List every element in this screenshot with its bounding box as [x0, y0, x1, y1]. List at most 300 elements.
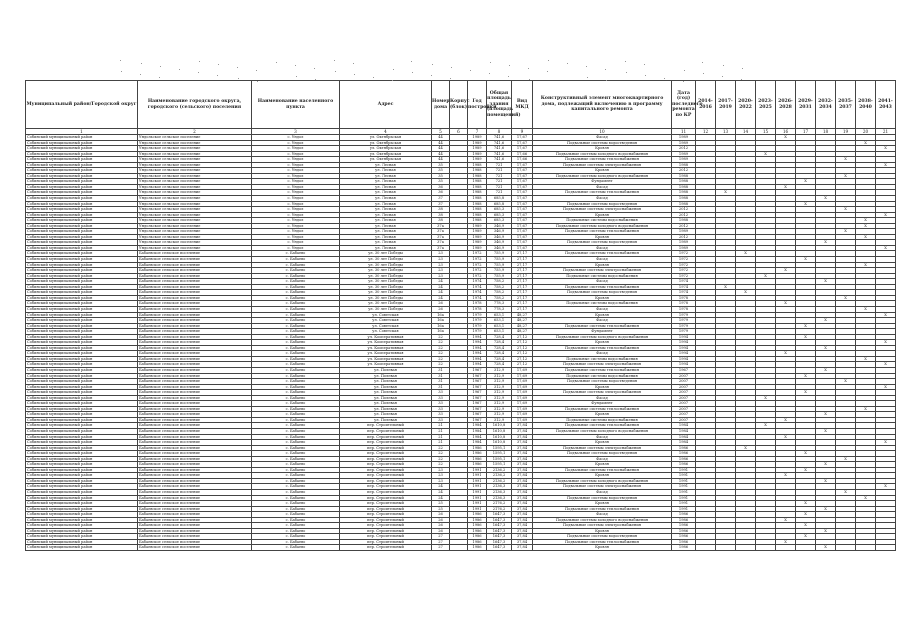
settlement-cell: Ундольское сельское поселение	[138, 162, 252, 168]
last-repair-cell: 2012	[672, 146, 696, 152]
year-cell: 1989	[468, 229, 487, 235]
year-cell: 1991	[468, 501, 487, 507]
municipality-cell: Собинский муниципальный район	[26, 140, 138, 146]
house-no-cell: 23	[432, 467, 450, 473]
area-cell: 758,2	[487, 290, 512, 296]
area-cell: 1610,8	[487, 434, 512, 440]
element-cell: Подвальные системы теплоснабжения	[533, 467, 672, 473]
address-cell: ул. 30 лет Победы	[340, 279, 432, 285]
element-cell: Подвальные системы электроснабжения	[533, 362, 672, 368]
house-no-cell: 26	[432, 517, 450, 523]
year-cell: 1967	[468, 367, 487, 373]
element-cell: Подвальные системы водоотведения	[533, 240, 672, 246]
locality-cell: с. Бабаево	[252, 534, 340, 540]
last-repair-cell: 1978	[672, 295, 696, 301]
municipality-cell: Собинский муниципальный район	[26, 318, 138, 324]
period-cell: X	[836, 379, 856, 385]
settlement-cell: Ундольское сельское поселение	[138, 157, 252, 163]
last-repair-cell: 2007	[672, 379, 696, 385]
col-mkd-type-header: Вид МКД	[512, 81, 533, 129]
settlement-cell: Ундольское сельское поселение	[138, 184, 252, 190]
house-no-cell: 23	[432, 268, 450, 274]
house-no-cell: 37	[432, 201, 450, 207]
locality-cell: с. Ундол	[252, 135, 340, 141]
address-cell: ул. Лесная	[340, 223, 432, 229]
period-cell: X	[776, 268, 796, 274]
element-cell: Подвальные системы холодного водоснабжения	[533, 334, 672, 340]
column-number: 8	[487, 129, 512, 135]
building-cell	[450, 545, 468, 551]
settlement-cell: Бабаевское сельское поселение	[138, 301, 252, 307]
house-no-cell: 35	[432, 162, 450, 168]
municipality-cell: Собинский муниципальный район	[26, 323, 138, 329]
locality-cell: с. Бабаево	[252, 373, 340, 379]
address-cell: ул. Кооперативная	[340, 345, 432, 351]
locality-cell: с. Бабаево	[252, 495, 340, 501]
address-cell: ул. Советская	[340, 318, 432, 324]
area-cell: 741,6	[487, 146, 512, 152]
year-cell: 1978	[468, 306, 487, 312]
period-cell: X	[776, 184, 796, 190]
municipality-cell: Собинский муниципальный район	[26, 406, 138, 412]
scan-speck	[334, 60, 335, 61]
address-cell: пер. Строительный	[340, 539, 432, 545]
element-cell: Фасад	[533, 306, 672, 312]
mkd-type-cell: 37,84	[512, 456, 533, 462]
house-no-cell: 26	[432, 512, 450, 518]
mkd-type-cell: 37,84	[512, 428, 533, 434]
mkd-type-cell: 48,27	[512, 312, 533, 318]
locality-cell: с. Бабаево	[252, 501, 340, 507]
settlement-cell: Бабаевское сельское поселение	[138, 262, 252, 268]
address-cell: ул. Полевая	[340, 390, 432, 396]
municipality-cell: Собинский муниципальный район	[26, 295, 138, 301]
locality-cell: с. Бабаево	[252, 523, 340, 529]
settlement-cell: Бабаевское сельское поселение	[138, 456, 252, 462]
column-number: 9	[512, 129, 533, 135]
period-cell: X	[736, 445, 756, 451]
area-cell: 1647,3	[487, 512, 512, 518]
municipality-cell: Собинский муниципальный район	[26, 495, 138, 501]
mkd-type-cell: 37,84	[512, 528, 533, 534]
element-cell: Подвальные системы холодного водоснабжения	[533, 517, 672, 523]
scan-speck	[179, 69, 180, 70]
element-cell: Подвальные системы электроснабжения	[533, 390, 672, 396]
area-cell: 2136,3	[487, 495, 512, 501]
scan-speck	[684, 70, 685, 71]
house-no-cell: 33	[432, 401, 450, 407]
address-cell: ул. Полевая	[340, 417, 432, 423]
element-cell: Подвальные системы холодного водоснабжения	[533, 173, 672, 179]
address-cell: ул. Октябрьская	[340, 135, 432, 141]
area-cell: 2136,2	[487, 467, 512, 473]
mkd-type-cell: 17,67	[512, 207, 533, 213]
year-cell: 1991	[468, 473, 487, 479]
house-no-cell: 33	[432, 395, 450, 401]
address-cell: ул. Лесная	[340, 229, 432, 235]
column-number: 2	[138, 129, 252, 135]
year-cell: 1967	[468, 417, 487, 423]
scan-speck	[702, 62, 703, 63]
area-cell: 653,1	[487, 318, 512, 324]
settlement-cell: Бабаевское сельское поселение	[138, 351, 252, 357]
area-cell: 346,9	[487, 223, 512, 229]
mkd-type-cell: 27,17	[512, 262, 533, 268]
mkd-type-cell: 37,84	[512, 506, 533, 512]
element-cell: Фасад	[533, 490, 672, 496]
municipality-cell: Собинский муниципальный район	[26, 434, 138, 440]
last-repair-cell: 1972	[672, 257, 696, 263]
last-repair-cell: 2007	[672, 401, 696, 407]
period-cell: X	[856, 140, 876, 146]
scan-speck	[431, 75, 432, 76]
mkd-type-cell: 27,12	[512, 345, 533, 351]
last-repair-cell: 1979	[672, 329, 696, 335]
year-cell: 1986	[468, 512, 487, 518]
column-number: 20	[856, 129, 876, 135]
year-cell: 1986	[468, 445, 487, 451]
settlement-cell: Ундольское сельское поселение	[138, 229, 252, 235]
element-cell: Фасад	[533, 395, 672, 401]
house-no-cell: 16а	[432, 312, 450, 318]
year-cell: 1967	[468, 384, 487, 390]
period-cell: X	[796, 373, 816, 379]
settlement-cell: Бабаевское сельское поселение	[138, 440, 252, 446]
address-cell: ул. Советская	[340, 312, 432, 318]
house-no-cell: 38	[432, 212, 450, 218]
mkd-type-cell: 17,67	[512, 223, 533, 229]
last-repair-cell: 1991	[672, 478, 696, 484]
column-number: 21	[876, 129, 896, 135]
municipality-cell: Собинский муниципальный район	[26, 384, 138, 390]
address-cell: ул. Октябрьская	[340, 146, 432, 152]
locality-cell: с. Ундол	[252, 173, 340, 179]
scan-speck	[140, 74, 141, 75]
settlement-cell: Ундольское сельское поселение	[138, 212, 252, 218]
element-cell: Подвальные системы теплоснабжения	[533, 229, 672, 235]
period-cell: X	[776, 417, 796, 423]
period-cell: X	[856, 218, 876, 224]
house-no-cell: 31	[432, 367, 450, 373]
mkd-type-cell: 37,84	[512, 440, 533, 446]
mkd-type-cell: 17,67	[512, 218, 533, 224]
col-last-repair-header: Дата (год) последнего ремонта по КР	[672, 81, 696, 129]
period-cell: X	[856, 306, 876, 312]
locality-cell: с. Ундол	[252, 151, 340, 157]
year-cell: 1984	[468, 440, 487, 446]
area-cell: 755,9	[487, 262, 512, 268]
house-no-cell: 35	[432, 173, 450, 179]
area-cell: 1647,3	[487, 523, 512, 529]
last-repair-cell: 1972	[672, 262, 696, 268]
element-cell: Подвальные системы электроснабжения	[533, 207, 672, 213]
settlement-cell: Ундольское сельское поселение	[138, 218, 252, 224]
settlement-cell: Бабаевское сельское поселение	[138, 417, 252, 423]
house-no-cell: 44	[432, 151, 450, 157]
year-cell: 1991	[468, 495, 487, 501]
house-no-cell: 44	[432, 146, 450, 152]
area-cell: 312,9	[487, 367, 512, 373]
element-cell: Подвальные системы холодного водоснабжения	[533, 478, 672, 484]
mkd-type-cell: 27,17	[512, 279, 533, 285]
last-repair-cell: 2007	[672, 412, 696, 418]
year-cell: 1967	[468, 373, 487, 379]
locality-cell: с. Ундол	[252, 179, 340, 185]
settlement-cell: Ундольское сельское поселение	[138, 168, 252, 174]
address-cell: пер. Строительный	[340, 501, 432, 507]
period-cell: X	[876, 245, 896, 251]
period-cell: X	[816, 196, 836, 202]
scan-speck	[490, 62, 491, 63]
settlement-cell: Ундольское сельское поселение	[138, 240, 252, 246]
last-repair-cell: 1989	[672, 157, 696, 163]
address-cell: ул. Полевая	[340, 384, 432, 390]
last-repair-cell: 1979	[672, 323, 696, 329]
municipality-cell: Собинский муниципальный район	[26, 268, 138, 274]
mkd-type-cell: 27,17	[512, 301, 533, 307]
period-cell: X	[756, 273, 776, 279]
area-cell: 685,3	[487, 212, 512, 218]
settlement-cell: Ундольское сельское поселение	[138, 179, 252, 185]
locality-cell: с. Бабаево	[252, 273, 340, 279]
period-cell: X	[776, 135, 796, 141]
period-cell: X	[776, 517, 796, 523]
settlement-cell: Бабаевское сельское поселение	[138, 462, 252, 468]
settlement-cell: Бабаевское сельское поселение	[138, 257, 252, 263]
scan-speck	[606, 80, 607, 81]
period-cell: X	[796, 323, 816, 329]
settlement-cell: Бабаевское сельское поселение	[138, 268, 252, 274]
municipality-cell: Собинский муниципальный район	[26, 545, 138, 551]
house-no-cell: 25	[432, 506, 450, 512]
last-repair-cell: 1994	[672, 356, 696, 362]
settlement-cell: Бабаевское сельское поселение	[138, 484, 252, 490]
year-cell: 1988	[468, 179, 487, 185]
last-repair-cell: 1988	[672, 201, 696, 207]
municipality-cell: Собинский муниципальный район	[26, 184, 138, 190]
year-cell: 1991	[468, 506, 487, 512]
address-cell: ул. Кооперативная	[340, 356, 432, 362]
area-cell: 758,2	[487, 284, 512, 290]
address-cell: ул. Кооперативная	[340, 362, 432, 368]
settlement-cell: Бабаевское сельское поселение	[138, 478, 252, 484]
period-cell	[696, 545, 716, 551]
mkd-type-cell: 37,84	[512, 473, 533, 479]
mkd-type-cell: 17,67	[512, 168, 533, 174]
address-cell: ул. Полевая	[340, 401, 432, 407]
municipality-cell: Собинский муниципальный район	[26, 478, 138, 484]
municipality-cell: Собинский муниципальный район	[26, 490, 138, 496]
scan-speck	[314, 68, 315, 69]
period-cell: X	[816, 318, 836, 324]
municipality-cell: Собинский муниципальный район	[26, 223, 138, 229]
mkd-type-cell: 27,12	[512, 356, 533, 362]
address-cell: ул. Лесная	[340, 212, 432, 218]
address-cell: ул. 30 лет Победы	[340, 301, 432, 307]
area-cell: 685,8	[487, 201, 512, 207]
year-cell: 1989	[468, 240, 487, 246]
mkd-type-cell: 37,84	[512, 423, 533, 429]
scan-speck	[741, 79, 742, 80]
settlement-cell: Ундольское сельское поселение	[138, 245, 252, 251]
mkd-type-cell: 17,69	[512, 417, 533, 423]
locality-cell: с. Ундол	[252, 157, 340, 163]
locality-cell: с. Бабаево	[252, 434, 340, 440]
municipality-cell: Собинский муниципальный район	[26, 390, 138, 396]
area-cell: 1610,8	[487, 440, 512, 446]
element-cell: Подвальные системы теплоснабжения	[533, 190, 672, 196]
year-cell: 1986	[468, 534, 487, 540]
settlement-cell: Бабаевское сельское поселение	[138, 373, 252, 379]
municipality-cell: Собинский муниципальный район	[26, 201, 138, 207]
area-cell: 312,9	[487, 412, 512, 418]
mkd-type-cell: 17,66	[512, 151, 533, 157]
locality-cell: с. Бабаево	[252, 268, 340, 274]
period-cell: X	[736, 290, 756, 296]
mkd-type-cell: 17,69	[512, 401, 533, 407]
element-cell: Подвальные системы водоснабжения	[533, 373, 672, 379]
element-cell: Кровля	[533, 212, 672, 218]
period-cell: X	[816, 478, 836, 484]
last-repair-cell: 1972	[672, 251, 696, 257]
period-cell: X	[856, 262, 876, 268]
element-cell: Подвальные системы водоснабжения	[533, 273, 672, 279]
last-repair-cell: 2012	[672, 234, 696, 240]
area-cell: 653,1	[487, 323, 512, 329]
year-cell: 1989	[468, 146, 487, 152]
municipality-cell: Собинский муниципальный район	[26, 157, 138, 163]
mkd-type-cell: 17,67	[512, 240, 533, 246]
period-cell: X	[836, 207, 856, 213]
locality-cell: с. Бабаево	[252, 417, 340, 423]
address-cell: ул. Полевая	[340, 406, 432, 412]
scan-speck	[392, 80, 393, 81]
house-no-cell: 33	[432, 390, 450, 396]
period-cell: X	[716, 284, 736, 290]
house-no-cell: 31	[432, 384, 450, 390]
house-no-cell: 24	[432, 495, 450, 501]
column-number: 13	[716, 129, 736, 135]
locality-cell: с. Бабаево	[252, 290, 340, 296]
column-number: 18	[816, 129, 836, 135]
house-no-cell: 37а	[432, 223, 450, 229]
locality-cell: с. Бабаево	[252, 406, 340, 412]
element-cell: Фундамент	[533, 329, 672, 335]
address-cell: ул. Октябрьская	[340, 140, 432, 146]
scan-speck	[508, 76, 509, 77]
area-cell: 758,2	[487, 279, 512, 285]
year-cell: 1974	[468, 284, 487, 290]
locality-cell: с. Бабаево	[252, 512, 340, 518]
area-cell: 721	[487, 162, 512, 168]
period-cell: X	[876, 440, 896, 446]
year-cell: 1988	[468, 212, 487, 218]
element-cell: Подвальные системы водоотведения	[533, 451, 672, 457]
address-cell: ул. Октябрьская	[340, 151, 432, 157]
locality-cell: с. Бабаево	[252, 351, 340, 357]
locality-cell: с. Ундол	[252, 162, 340, 168]
settlement-cell: Бабаевское сельское поселение	[138, 318, 252, 324]
area-cell: 1647,3	[487, 528, 512, 534]
last-repair-cell: 2007	[672, 417, 696, 423]
locality-cell: с. Бабаево	[252, 428, 340, 434]
scan-speck	[296, 76, 297, 77]
mkd-type-cell: 37,84	[512, 539, 533, 545]
mkd-type-cell: 17,69	[512, 390, 533, 396]
element-cell: Подвальные системы теплоснабжения	[533, 406, 672, 412]
element-cell: Кровля	[533, 295, 672, 301]
area-cell: 312,9	[487, 417, 512, 423]
period-cell	[776, 545, 796, 551]
municipality-cell: Собинский муниципальный район	[26, 367, 138, 373]
scan-speck	[489, 73, 490, 74]
address-cell: ул. Полевая	[340, 395, 432, 401]
area-cell: 1595,1	[487, 451, 512, 457]
year-header-9: 2041-2043	[876, 81, 896, 129]
col-element-header: Конструктивный элемент многоквартирного дома, подлежащий включению в программу капитального ремонта	[533, 81, 672, 129]
area-cell: 312,9	[487, 395, 512, 401]
element-cell: Кровля	[533, 384, 672, 390]
year-cell: 1989	[468, 157, 487, 163]
area-cell: 312,9	[487, 384, 512, 390]
year-cell: 1978	[468, 301, 487, 307]
mkd-type-cell: 17,69	[512, 406, 533, 412]
area-cell: 741,6	[487, 140, 512, 146]
address-cell: ул. Лесная	[340, 245, 432, 251]
scan-speck	[411, 61, 412, 62]
house-no-cell: 16а	[432, 329, 450, 335]
year-cell: 1986	[468, 456, 487, 462]
house-no-cell: 24	[432, 284, 450, 290]
period-cell: X	[716, 190, 736, 196]
area-cell: 2136,3	[487, 490, 512, 496]
house-no-cell: 22	[432, 362, 450, 368]
settlement-cell: Ундольское сельское поселение	[138, 223, 252, 229]
locality-cell: с. Бабаево	[252, 473, 340, 479]
house-no-cell: 44	[432, 157, 450, 163]
municipality-cell: Собинский муниципальный район	[26, 412, 138, 418]
period-cell: X	[876, 312, 896, 318]
mkd-type-cell: 37,84	[512, 445, 533, 451]
settlement-cell: Бабаевское сельское поселение	[138, 534, 252, 540]
house-no-cell: 23	[432, 251, 450, 257]
area-cell: 2136,2	[487, 478, 512, 484]
locality-cell: с. Ундол	[252, 218, 340, 224]
year-cell: 1967	[468, 395, 487, 401]
settlement-cell: Бабаевское сельское поселение	[138, 428, 252, 434]
year-cell: 1991	[468, 467, 487, 473]
scan-speck	[548, 60, 549, 61]
last-repair-cell: 1974	[672, 279, 696, 285]
area-cell: 312,9	[487, 401, 512, 407]
mkd-type-cell: 27,17	[512, 306, 533, 312]
element-cell: Подвальные системы водоснабжения	[533, 218, 672, 224]
period-cell: X	[836, 490, 856, 496]
last-repair-cell: 1989	[672, 240, 696, 246]
year-cell: 1988	[468, 173, 487, 179]
element-cell: Кровля	[533, 312, 672, 318]
year-cell: 1979	[468, 329, 487, 335]
element-cell: Фасад	[533, 351, 672, 357]
year-cell: 1974	[468, 290, 487, 296]
address-cell: ул. Советская	[340, 323, 432, 329]
last-repair-cell: 1979	[672, 312, 696, 318]
locality-cell: с. Ундол	[252, 240, 340, 246]
column-number: 5	[432, 129, 450, 135]
year-cell: 1974	[468, 279, 487, 285]
last-repair-cell: 1994	[672, 345, 696, 351]
mkd-type-cell: 17,69	[512, 412, 533, 418]
